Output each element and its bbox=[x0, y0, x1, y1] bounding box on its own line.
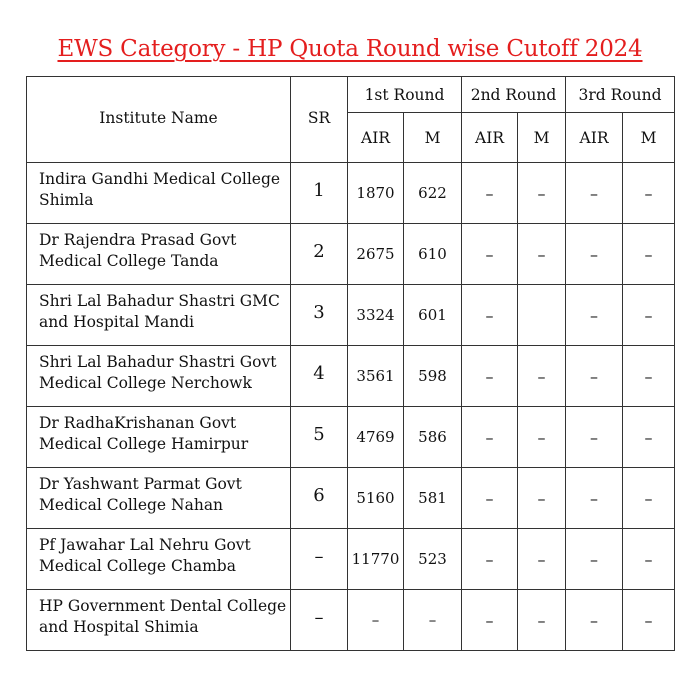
round-2-air-cell: – bbox=[462, 346, 518, 407]
institute-name-cell: HP Government Dental College and Hospital Shimia bbox=[27, 590, 291, 651]
round-3-air-cell: – bbox=[566, 468, 623, 529]
round-2-air-cell: – bbox=[462, 590, 518, 651]
round-1-air-cell: 2675 bbox=[348, 224, 404, 285]
round-3-m-cell: – bbox=[623, 346, 675, 407]
round-2-air-cell: – bbox=[462, 468, 518, 529]
round-2-m-cell: – bbox=[518, 468, 566, 529]
round-2-m-header: M bbox=[518, 113, 566, 163]
cutoff-table bbox=[26, 76, 675, 651]
round-2-air-cell: – bbox=[462, 407, 518, 468]
round-1-air-cell: 11770 bbox=[348, 529, 404, 590]
round-3-m-cell: – bbox=[623, 468, 675, 529]
round-2-m-cell: – bbox=[518, 407, 566, 468]
round-3-m-cell: – bbox=[623, 529, 675, 590]
round-3-air-cell: – bbox=[566, 346, 623, 407]
table-row bbox=[27, 529, 675, 590]
institute-name-cell: Shri Lal Bahadur Shastri Govt Medical College Nerchowk bbox=[27, 346, 291, 407]
round-1-air-cell: 3324 bbox=[348, 285, 404, 346]
sr-cell: 5 bbox=[291, 407, 348, 468]
round-1-m-cell: 586 bbox=[404, 407, 462, 468]
round-3-air-header: AIR bbox=[566, 113, 623, 163]
round-2-m-cell: – bbox=[518, 346, 566, 407]
table-row bbox=[27, 468, 675, 529]
round-1-air-cell: 1870 bbox=[348, 163, 404, 224]
round-1-m-cell: 523 bbox=[404, 529, 462, 590]
round-3-m-header: M bbox=[623, 113, 675, 163]
sr-cell: – bbox=[291, 590, 348, 651]
round-3-air-cell: – bbox=[566, 529, 623, 590]
round-1-header: 1st Round bbox=[348, 77, 462, 113]
round-1-m-cell: 601 bbox=[404, 285, 462, 346]
round-3-m-cell: – bbox=[623, 163, 675, 224]
round-2-m-cell: – bbox=[518, 224, 566, 285]
round-1-m-cell: 610 bbox=[404, 224, 462, 285]
round-3-air-cell: – bbox=[566, 163, 623, 224]
round-2-air-header: AIR bbox=[462, 113, 518, 163]
sr-cell: – bbox=[291, 529, 348, 590]
sr-cell: 2 bbox=[291, 224, 348, 285]
round-1-air-header: AIR bbox=[348, 113, 404, 163]
round-1-m-cell: 598 bbox=[404, 346, 462, 407]
sr-cell: 4 bbox=[291, 346, 348, 407]
round-2-m-cell: – bbox=[518, 529, 566, 590]
round-3-header: 3rd Round bbox=[566, 77, 675, 113]
round-2-m-cell bbox=[518, 285, 566, 346]
round-1-m-cell: 622 bbox=[404, 163, 462, 224]
round-3-m-cell: – bbox=[623, 285, 675, 346]
round-1-air-cell: 4769 bbox=[348, 407, 404, 468]
round-1-m-cell: – bbox=[404, 590, 462, 651]
sr-cell: 3 bbox=[291, 285, 348, 346]
round-2-air-cell: – bbox=[462, 285, 518, 346]
round-2-m-cell: – bbox=[518, 590, 566, 651]
sr-cell: 1 bbox=[291, 163, 348, 224]
institute-name-cell: Pf Jawahar Lal Nehru Govt Medical College Chamba bbox=[27, 529, 291, 590]
round-3-m-cell: – bbox=[623, 590, 675, 651]
institute-name-cell: Dr RadhaKrishanan Govt Medical College Hamirpur bbox=[27, 407, 291, 468]
round-2-air-cell: – bbox=[462, 224, 518, 285]
page-title: EWS Category - HP Quota Round wise Cutoff 2024 bbox=[57, 36, 643, 62]
round-1-m-cell: 581 bbox=[404, 468, 462, 529]
round-1-m-header: M bbox=[404, 113, 462, 163]
table-row bbox=[27, 285, 675, 346]
round-3-air-cell: – bbox=[566, 590, 623, 651]
round-3-air-cell: – bbox=[566, 224, 623, 285]
sr-header: SR bbox=[291, 77, 348, 163]
round-3-m-cell: – bbox=[623, 224, 675, 285]
round-1-air-cell: 5160 bbox=[348, 468, 404, 529]
round-3-m-cell: – bbox=[623, 407, 675, 468]
round-1-air-cell: 3561 bbox=[348, 346, 404, 407]
table-row bbox=[27, 224, 675, 285]
institute-name-cell: Dr Rajendra Prasad Govt Medical College Tanda bbox=[27, 224, 291, 285]
institute-name-cell: Dr Yashwant Parmat Govt Medical College Nahan bbox=[27, 468, 291, 529]
round-2-air-cell: – bbox=[462, 163, 518, 224]
round-2-air-cell: – bbox=[462, 529, 518, 590]
institute-name-cell: Shri Lal Bahadur Shastri GMC and Hospital Mandi bbox=[27, 285, 291, 346]
table-row bbox=[27, 407, 675, 468]
round-2-header: 2nd Round bbox=[462, 77, 566, 113]
institute-name-cell: Indira Gandhi Medical College Shimla bbox=[27, 163, 291, 224]
sr-cell: 6 bbox=[291, 468, 348, 529]
round-1-air-cell: – bbox=[348, 590, 404, 651]
round-3-air-cell: – bbox=[566, 285, 623, 346]
table-row bbox=[27, 346, 675, 407]
table-row bbox=[27, 163, 675, 224]
table-row bbox=[27, 590, 675, 651]
round-3-air-cell: – bbox=[566, 407, 623, 468]
institute-name-header: Institute Name bbox=[27, 77, 291, 163]
round-2-m-cell: – bbox=[518, 163, 566, 224]
